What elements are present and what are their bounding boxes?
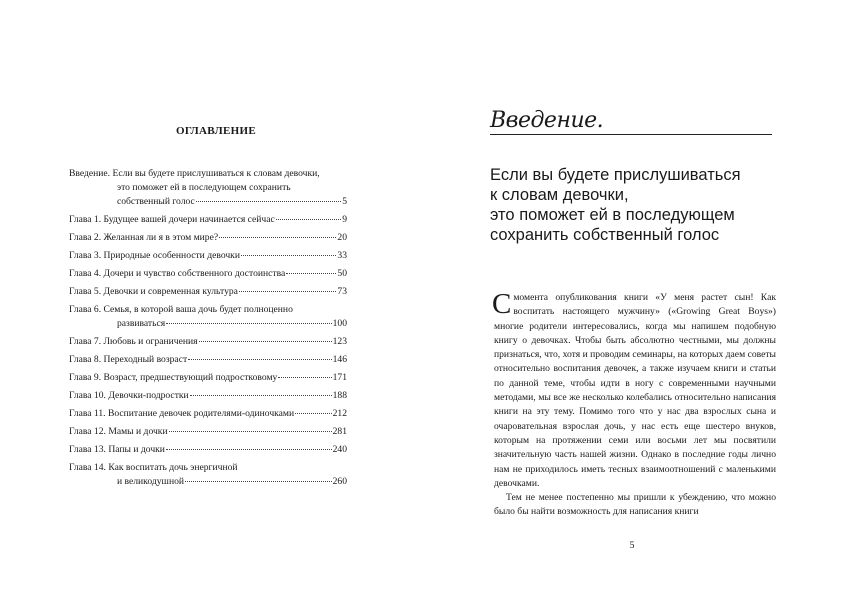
toc-entry-text: развиваться — [117, 318, 166, 329]
toc-entry-text: Глава 10. Девочки-подростки — [69, 390, 189, 401]
dot-leader — [188, 359, 331, 360]
toc-entry-chapter-11[interactable] — [69, 408, 347, 422]
toc-entry-text: Глава 12. Мамы и дочки — [69, 426, 168, 437]
toc-page-number: 33 — [337, 250, 347, 261]
toc-entry-text: Глава 5. Девочки и современная культура — [69, 286, 238, 297]
toc-entry-text: Введение. Если вы будете прислушиваться к словам девочки, — [69, 168, 320, 179]
toc-entry-text: Глава 1. Будущее вашей дочери начинается сейчас — [69, 214, 275, 225]
dot-leader — [219, 237, 336, 238]
toc-entry-text: Глава 7. Любовь и ограничения — [69, 336, 198, 347]
dot-leader — [241, 255, 336, 256]
toc-entry-text: и великодушной — [117, 476, 185, 487]
toc-entry-chapter-4[interactable] — [69, 268, 347, 282]
toc-entry-text: собственный голос — [117, 196, 195, 207]
dot-leader — [166, 323, 331, 324]
toc-entry-chapter-7[interactable] — [69, 336, 347, 350]
dot-leader — [286, 273, 336, 274]
dot-leader — [169, 431, 332, 432]
toc-entry-chapter-14[interactable] — [69, 462, 347, 490]
dot-leader — [278, 377, 331, 378]
toc-entry-chapter-3[interactable] — [69, 250, 347, 264]
toc-entry-text: Глава 6. Семья, в которой ваша дочь будет полноценно — [69, 304, 293, 315]
page-number: 5 — [629, 540, 635, 551]
toc-page-number: 123 — [332, 336, 347, 347]
toc-page-number: 100 — [332, 318, 347, 329]
subtitle-line: Если вы будете прислушиваться — [490, 166, 741, 184]
toc-entry-text: Глава 8. Переходный возраст — [69, 354, 188, 365]
heading-rule — [490, 134, 772, 135]
toc-entry-chapter-12[interactable] — [69, 426, 347, 440]
toc-entry-chapter-13[interactable] — [69, 444, 347, 458]
toc-page-number: 212 — [332, 408, 347, 419]
toc-page-number: 73 — [337, 286, 347, 297]
toc-entry-introduction[interactable] — [69, 168, 347, 210]
dot-leader — [166, 449, 332, 450]
toc-page-number: 240 — [332, 444, 347, 455]
toc-entry-chapter-2[interactable] — [69, 232, 347, 246]
dot-leader — [295, 413, 331, 414]
toc-entry-chapter-5[interactable] — [69, 286, 347, 300]
toc-entry-text: это поможет ей в последующем сохранить — [117, 182, 291, 193]
chapter-heading: Введение. — [490, 108, 604, 133]
dot-leader — [199, 341, 332, 342]
toc-page-number: 146 — [332, 354, 347, 365]
dot-leader — [190, 395, 332, 396]
right-page — [421, 0, 842, 595]
toc-entry-text: Глава 11. Воспитание девочек родителями-одиночками — [69, 408, 295, 419]
dot-leader — [196, 201, 341, 202]
toc-entry-text: Глава 3. Природные особенности девочки — [69, 250, 240, 261]
dot-leader — [185, 481, 332, 482]
toc-title: ОГЛАВЛЕНИЕ — [176, 125, 256, 137]
paragraph-2: Тем не менее постепенно мы пришли к убеждению, что можно было бы найти возможность для написания книги — [494, 492, 776, 518]
dot-leader — [276, 219, 341, 220]
toc-page-number: 50 — [337, 268, 347, 279]
toc-page-number: 171 — [332, 372, 347, 383]
subtitle-line: к словам девочки, — [490, 186, 629, 204]
toc-page-number: 188 — [332, 390, 347, 401]
paragraph-1-text: момента опубликования книги «У меня растет сын! Как воспитать настоящего мужчину» («Growing Great Boys») многие родители интересовались, когда мы напишем подобную книгу о девочках. Чтобы быть абсолютно честными, мы должны признаться, что, хотя и проводим семинары, на которых даем советы относительно воспитания девочек, а также изучаем книги и статьи по данной теме, чтобы идти в ногу с современными научными методами, мы все же несколько колебались относительно написания книги на эту тему. Помимо того что у нас два взрослых сына и очаровательная взрослая дочь, у нас есть еще шестеро внуков, которым на протяжении семи или восьми лет мы посвятили значительную часть нашей жизни. Однако в последние годы лично нам не приходилось иметь тесных взаимоотношений с маленькими девочками. — [494, 292, 776, 489]
toc-page-number: 281 — [332, 426, 347, 437]
toc-entry-text: Глава 4. Дочери и чувство собственного достоинства — [69, 268, 286, 279]
toc-page-number: 9 — [342, 214, 347, 225]
subtitle-line: это поможет ей в последующем — [490, 206, 735, 224]
toc-entry-text: Глава 9. Возраст, предшествующий подростковому — [69, 372, 278, 383]
subtitle-line: сохранить собственный голос — [490, 226, 720, 244]
chapter-subtitle — [490, 165, 780, 245]
toc-entry-text: Глава 14. Как воспитать дочь энергичной — [69, 462, 238, 473]
toc-entry-text: Глава 2. Желанная ли я в этом мире? — [69, 232, 219, 243]
toc-entry-chapter-6[interactable] — [69, 304, 347, 332]
table-of-contents — [69, 168, 347, 490]
toc-page-number: 5 — [342, 196, 347, 207]
toc-entry-chapter-10[interactable] — [69, 390, 347, 404]
drop-cap: С — [492, 288, 512, 320]
toc-entry-chapter-9[interactable] — [69, 372, 347, 386]
toc-page-number: 20 — [337, 232, 347, 243]
dot-leader — [239, 291, 336, 292]
toc-entry-chapter-8[interactable] — [69, 354, 347, 368]
toc-page-number: 260 — [332, 476, 347, 487]
paragraph-1 — [492, 288, 776, 491]
toc-entry-text: Глава 13. Папы и дочки — [69, 444, 165, 455]
body-text — [492, 288, 776, 520]
toc-entry-chapter-1[interactable] — [69, 214, 347, 228]
